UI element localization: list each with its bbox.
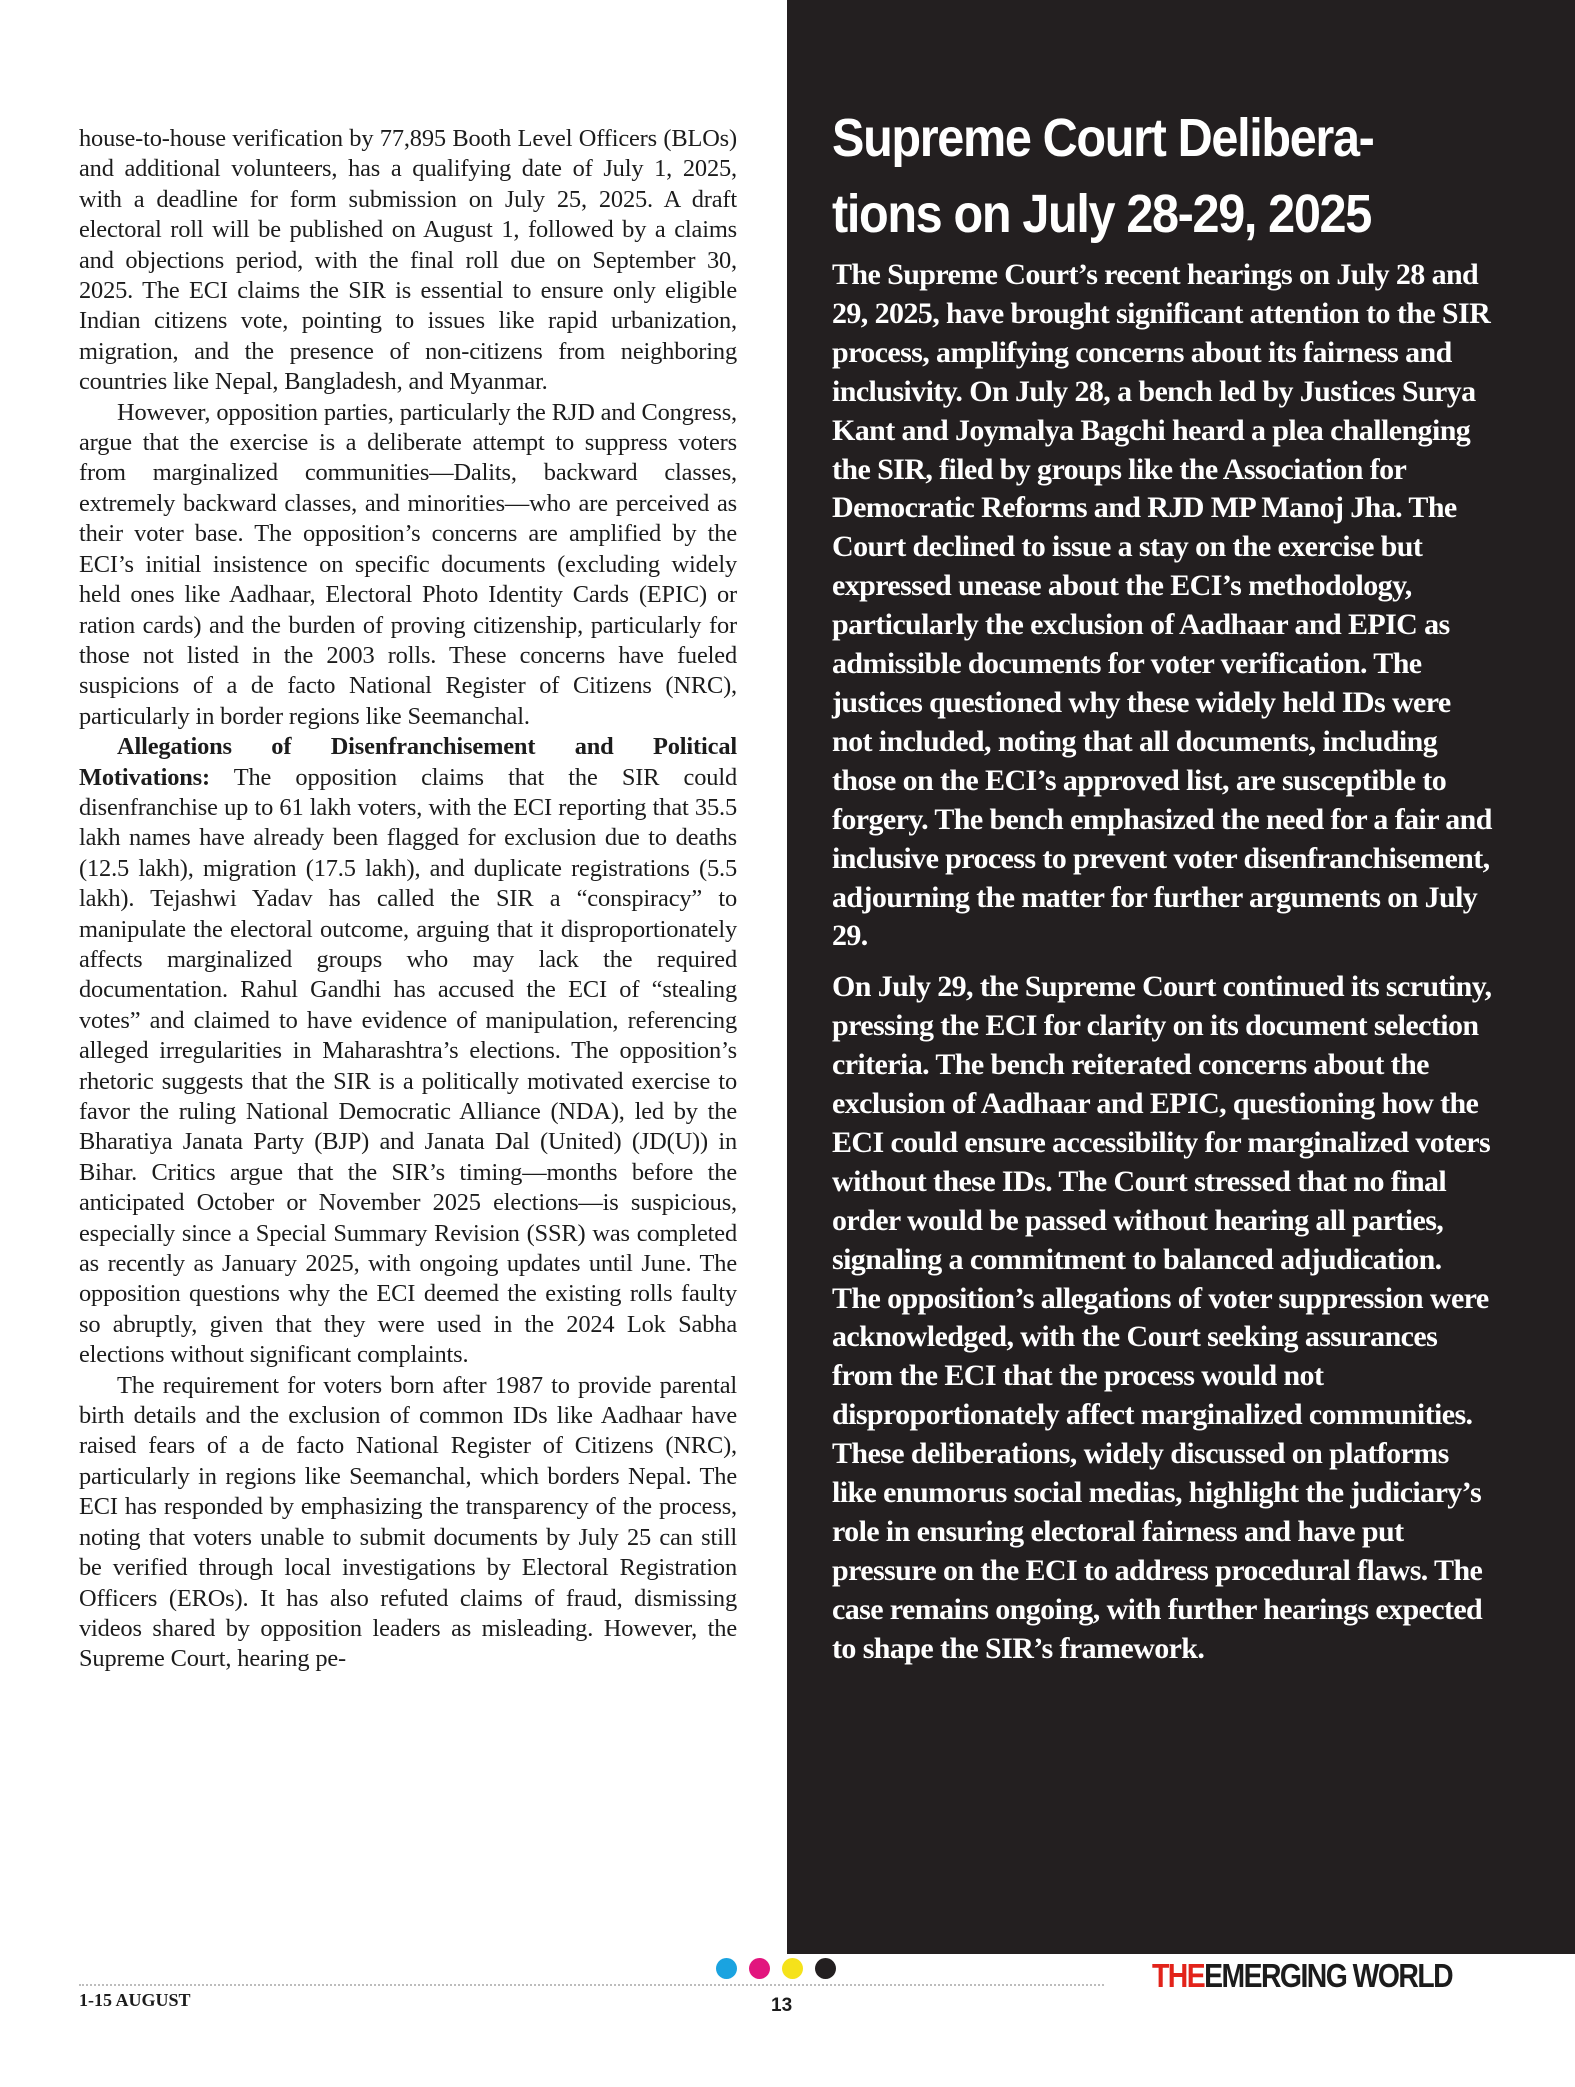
logo-name: EMERGING WORLD [1204,1957,1453,1994]
paragraph-text: The opposition claims that the SIR could disenfranchise up to 61 lakh voters, with the ECI reporting that 35.5 lakh names have already been flagged for exclusion due to deaths (12.5 lakh), migration (17.5 lakh), and duplicate registrations (5.5 lakh). Tejashwi Yadav has called the SIR a “conspiracy” to manipulate the electoral outcome, arguing that it disproportionately affects marginalized groups who may lack the required documentation. Rahul Gandhi has accused the ECI of “stealing votes” and claimed to have evidence of manipulation, referencing alleged irregularities in Maharashtra’s elections. The opposition’s rhetoric suggests that the SIR is a politically motivated exercise to favor the ruling National Democratic Alliance (NDA), led by the Bharatiya Janata Party (BJP) and Janata Dal (United) (JD(U)) in Bihar. Critics argue that the SIR’s timing—months before the anticipated October or November 2025 elections—is suspicious, especially since a Special Summary Revision (SSR) was completed as recently as January 2025, with ongoing updates until June. The opposition questions why the ECI deemed the existing rolls faulty so abruptly, given that they were used in the 2024 Lok Sabha elections without significant complaints. [79,763,737,1369]
sidebar-title-line: tions on July 28-29, 2025 [832,184,1371,244]
logo-the: THE [1152,1957,1205,1994]
magenta-dot [749,1958,770,1979]
footer-divider [79,1984,1104,1986]
sidebar-title [832,100,1462,252]
article-paragraph: house-to-house verification by 77,895 Booth Level Officers (BLOs) and additional volunteers, has a qualifying date of July 1, 2025, with a deadline for form submission on July 25, 2025. A draft electoral roll will be published on August 1, followed by a claims and objections period, with the final roll due on September 30, 2025. The ECI claims the SIR is essential to ensure only eligible Indian citizens vote, pointing to issues like rapid urbanization, migration, and the presence of non-citizens from neighboring countries like Nepal, Bangladesh, and Myanmar. [79,125,737,396]
paragraph-subheading: Allegations of Disenfranchisement and Political Motivations: [79,733,737,791]
sidebar-paragraph: The Supreme Court’s recent hearings on July 28 and 29, 2025, have brought significant attention to the SIR process, amplifying concerns about its fairness and inclusivity. On July 28, a bench led by Justices Surya Kant and Joymalya Bagchi heard a plea challenging the SIR, filed by groups like the Association for Democratic Reforms and RJD MP Manoj Jha. The Court declined to issue a stay on the exercise but expressed unease about the ECI’s methodology, particularly the exclusion of Aadhaar and EPIC as admissible documents for voter verification. The justices questioned why these widely held IDs were not included, noting that all documents, including those on the ECI’s approved list, are susceptible to forgery. The bench emphasized the need for a fair and inclusive process to prevent voter disenfranchisement, adjourning the matter for further arguments on July 29. [832,258,1492,953]
article-paragraph [79,732,737,1371]
registration-dots [716,1958,836,1978]
black-dot [815,1958,836,1979]
sidebar-body [832,256,1492,1681]
sidebar-paragraph: On July 29, the Supreme Court continued its scrutiny, pressing the ECI for clarity on its document selection criteria. The bench reiterated concerns about the exclusion of Aadhaar and EPIC, questioning how the ECI could ensure accessibility for marginalized voters without these IDs. The Court stressed that no final order would be passed without hearing all parties, signaling a commitment to balanced adjudication. The opposition’s allegations of voter suppression were acknowledged, with the Court seeking assurances from the ECI that the process would not disproportionately affect marginalized communities. These deliberations, widely discussed on platforms like enumorus social medias, highlight the judiciary’s role in ensuring electoral fairness and have put pressure on the ECI to address procedural flaws. The case remains ongoing, with further hearings expected to shape the SIR’s framework. [832,970,1492,1665]
article-paragraph: However, opposition parties, particularly the RJD and Congress, argue that the exercise is a deliberate attempt to suppress voters from marginalized communities—Dalits, backward classes, extremely backward classes, and minorities—who are perceived as their voter base. The opposition’s concerns are amplified by the ECI’s initial insistence on specific documents (excluding widely held ones like Aadhaar, Electoral Photo Identity Cards (EPIC) or ration cards) and the burden of proving citizenship, particularly for those not listed in the 2003 rolls. These concerns have fueled suspicions of a de facto National Register of Citizens (NRC), particularly in border regions like Seemanchal. [79,398,737,730]
cyan-dot [716,1958,737,1979]
yellow-dot [782,1958,803,1979]
sidebar-title-line: Supreme Court Delibera- [832,108,1374,168]
main-article-column [79,124,737,1675]
publication-logo [1152,1957,1452,1995]
article-paragraph: The requirement for voters born after 1987 to provide parental birth details and the exclusion of common IDs like Aadhaar have raised fears of a de facto National Register of Citizens (NRC), particularly in regions like Seemanchal, which borders Nepal. The ECI has responded by emphasizing the transparency of the process, noting that voters unable to submit documents by July 25 can still be verified through local investigations by Electoral Registration Officers (EROs). It has also refuted claims of fraud, dismissing videos shared by opposition leaders as misleading. However, the Supreme Court, hearing pe- [79,1371,737,1673]
issue-date: 1-15 AUGUST [79,1990,191,2010]
page-number: 13 [771,1995,793,2016]
